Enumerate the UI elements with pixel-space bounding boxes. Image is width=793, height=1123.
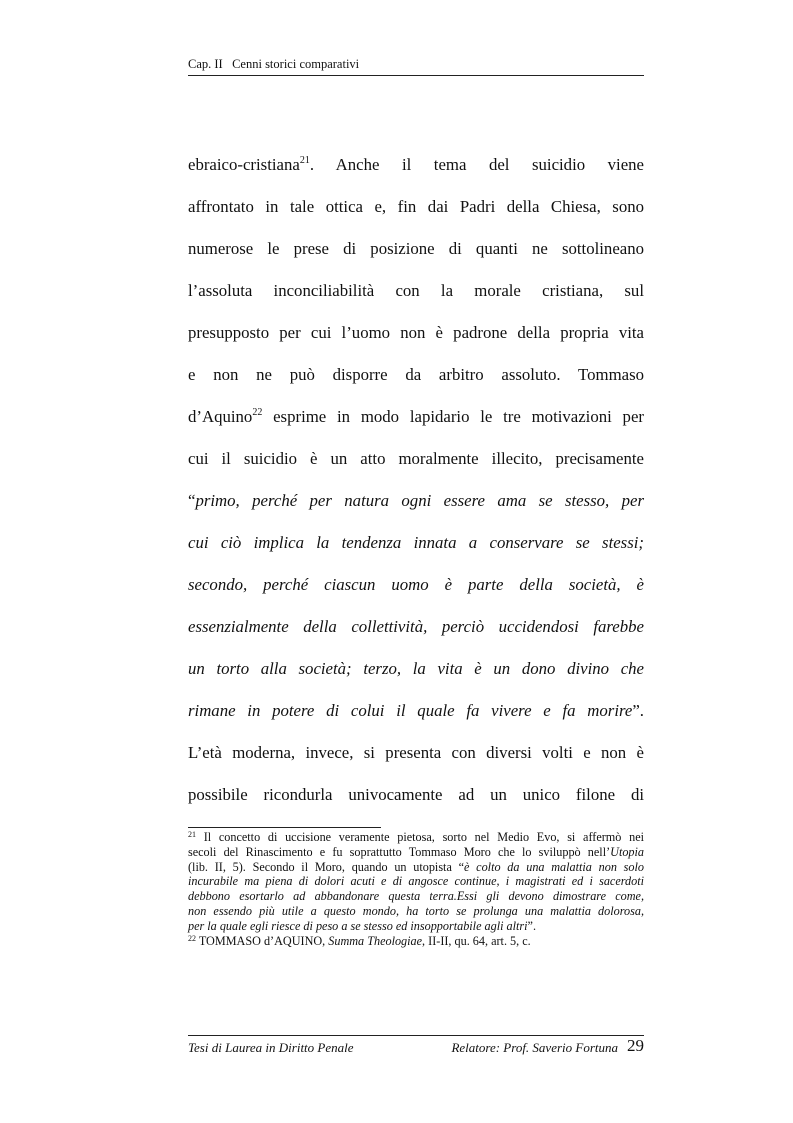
thesis-label: Tesi di Laurea in Diritto Penale [188, 1040, 354, 1055]
quote-line: un torto alla società; terzo, la vita è un dono divino che [188, 659, 644, 678]
quote-line: cui ciò implica la tendenza innata a conservare se stessi; [188, 533, 644, 552]
text-line: L’età moderna, invece, si presenta con diversi volti e non è [188, 743, 644, 762]
footnote-21: $^{21}$ Il concetto di uccisione veramente pietosa, sorto nel Medio Evo, si affermò nei [188, 830, 644, 844]
text-line: possibile ricondurla univocamente ad un unico filone di [188, 785, 644, 804]
footnote-line: (lib. II, 5). Secondo il Moro, quando un utopista “è colto da una malattia non solo [188, 859, 644, 874]
quote-line: essenzialmente della collettività, perciò uccidendosi farebbe [188, 617, 644, 636]
text-line: ebraico-cristiana$^{21}$. Anche il tema del suicidio viene [188, 155, 644, 174]
main-text [188, 144, 644, 816]
supervisor-label: Relatore: Prof. Saverio Fortuna [451, 1040, 618, 1055]
quote-line: secondo, perché ciascun uomo è parte della società, è [188, 575, 644, 594]
page-footer [188, 1035, 644, 1055]
footnote-ref-21[interactable]: 21 [299, 155, 310, 166]
footnote-22: $^{22}$ TOMMASO d’AQUINO, Summa Theologiae, II-II, qu. 64, art. 5, c. [188, 933, 531, 948]
footnote-ref-22[interactable]: 22 [252, 407, 263, 418]
text-line: “primo, perché per natura ogni essere ama se stesso, per [188, 491, 644, 510]
quote-line: rimane in potere di colui il quale fa vivere e fa morire”. [188, 701, 644, 720]
text-line: affrontato in tale ottica e, fin dai Padri della Chiesa, sono [188, 197, 644, 216]
footnote-line: secoli del Rinascimento e fu soprattutto Tommaso Moro che lo sviluppò nell’Utopia [188, 844, 644, 859]
footnote-line: debbono esortarlo ad abbandonare questa terra.Essi gli devono dimostrare come, [188, 889, 644, 904]
footnote-line: incurabile ma piena di dolori acuti e di angosce continue, i magistrati ed i sacerdoti [188, 874, 644, 889]
text-line: d’Aquino$^{22}$ esprime in modo lapidario le tre motivazioni per [188, 407, 644, 426]
text-line: l’assoluta inconciliabilità con la morale cristiana, sul [188, 281, 644, 300]
text-line: e non ne può disporre da arbitro assoluto. Tommaso [188, 365, 644, 384]
text-line: cui il suicidio è un atto moralmente illecito, precisamente [188, 449, 644, 468]
text-line: presupposto per cui l’uomo non è padrone della propria vita [188, 323, 644, 342]
running-header: Cap. II Cenni storici comparativi [188, 56, 644, 76]
footnotes [188, 830, 644, 948]
page-number: 29 [627, 1036, 644, 1055]
footnote-separator [188, 827, 381, 828]
footnote-line: per la quale egli riesce di peso a se stesso ed insopportabile agli altri”. [188, 918, 536, 933]
text-line: numerose le prese di posizione di quanti ne sottolineano [188, 239, 644, 258]
footnote-line: non essendo più utile a questo mondo, ha torto se prolunga una malattia dolorosa, [188, 903, 644, 918]
